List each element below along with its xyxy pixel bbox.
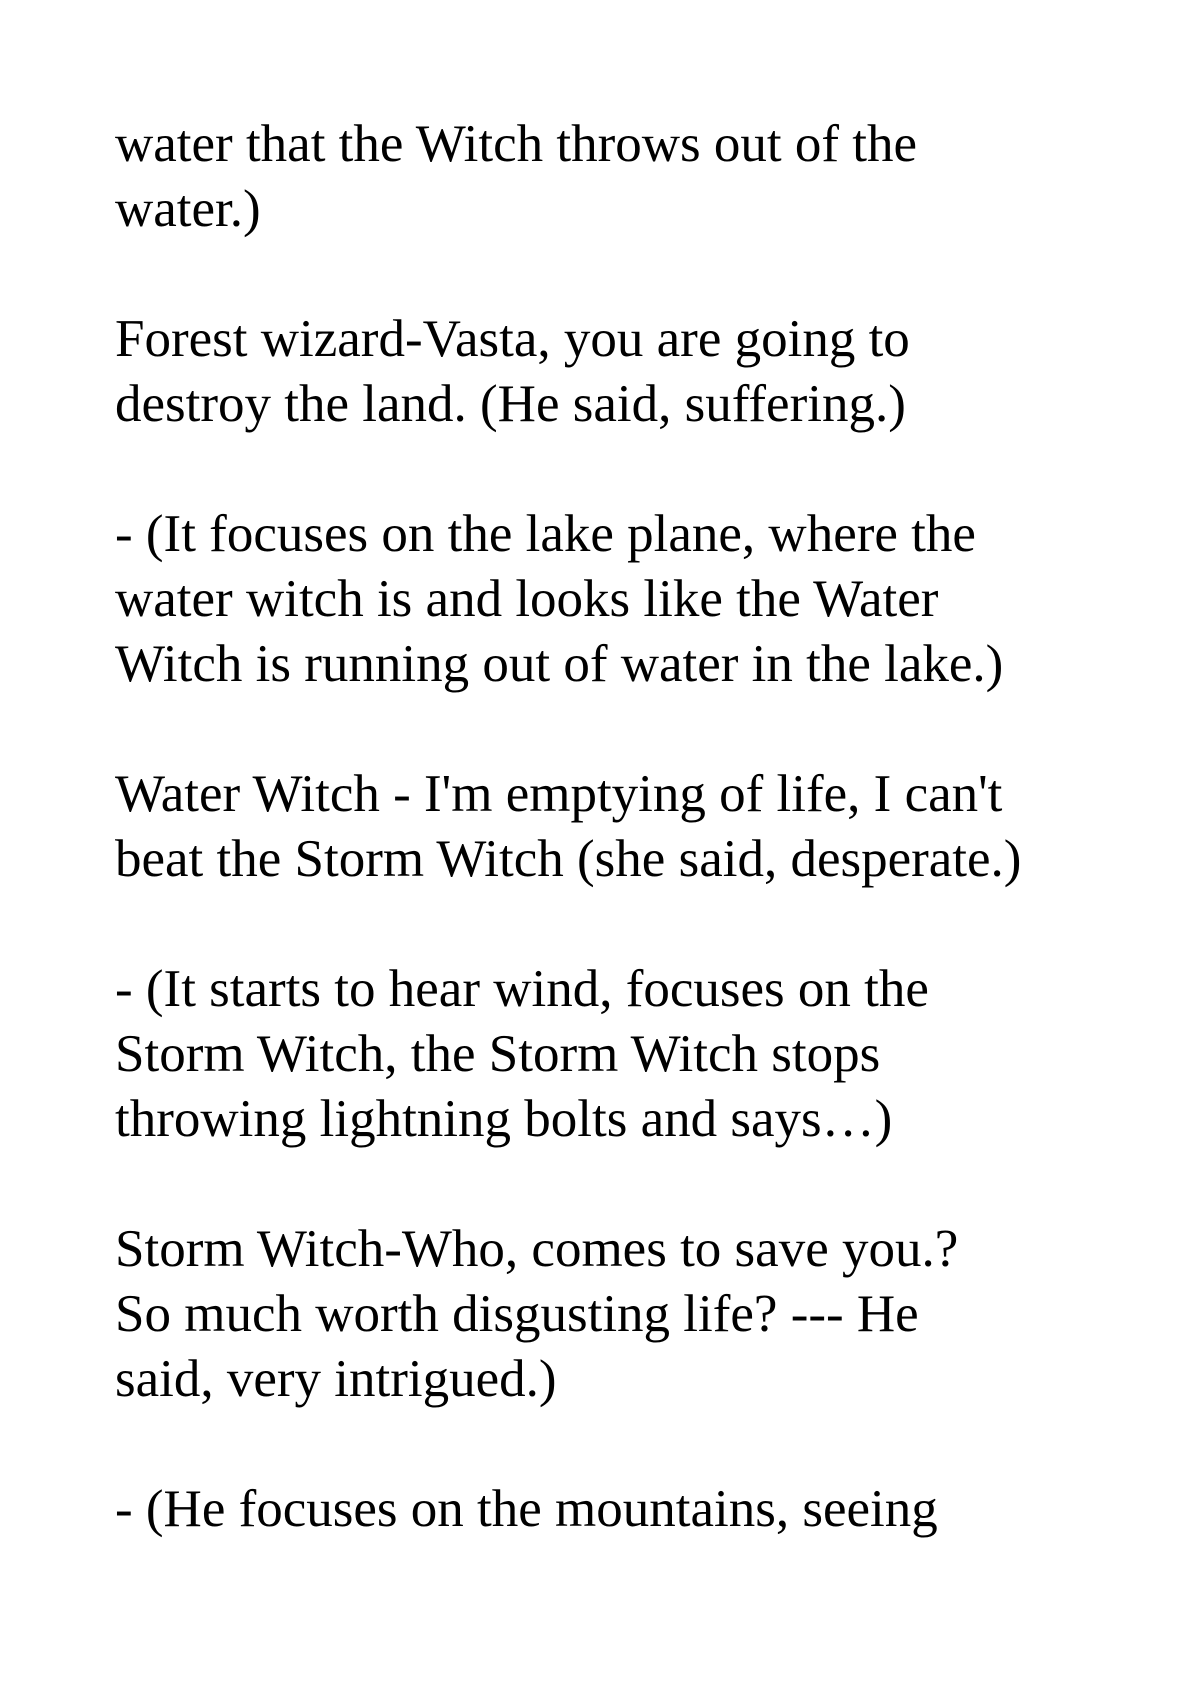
paragraph-2 [115,307,1115,437]
text-line: Storm Witch-Who, comes to save you.? [115,1220,959,1278]
document-page [115,112,1115,1607]
text-line: said, very intrigued.) [115,1350,557,1408]
text-line: - (It focuses on the lake plane, where the [115,505,976,563]
text-line: Witch is running out of water in the lake.) [115,635,1004,693]
text-line: throwing lightning bolts and says…) [115,1090,893,1148]
text-line: water.) [115,180,261,238]
text-line: So much worth disgusting life? --- He [115,1285,919,1343]
paragraph-3 [115,502,1115,697]
text-line: Forest wizard-Vasta, you are going to [115,310,910,368]
paragraph-7 [115,1477,1115,1542]
paragraph-6 [115,1217,1115,1412]
paragraph-1 [115,112,1115,242]
text-line: Water Witch - I'm emptying of life, I can't [115,765,1003,823]
paragraph-5 [115,957,1115,1152]
text-line: beat the Storm Witch (she said, desperate.) [115,830,1022,888]
text-line: - (It starts to hear wind, focuses on the [115,960,929,1018]
text-line: Storm Witch, the Storm Witch stops [115,1025,881,1083]
paragraph-4 [115,762,1115,892]
text-line: water witch is and looks like the Water [115,570,939,628]
text-line: water that the Witch throws out of the [115,115,917,173]
text-line: - (He focuses on the mountains, seeing [115,1480,938,1538]
text-line: destroy the land. (He said, suffering.) [115,375,906,433]
